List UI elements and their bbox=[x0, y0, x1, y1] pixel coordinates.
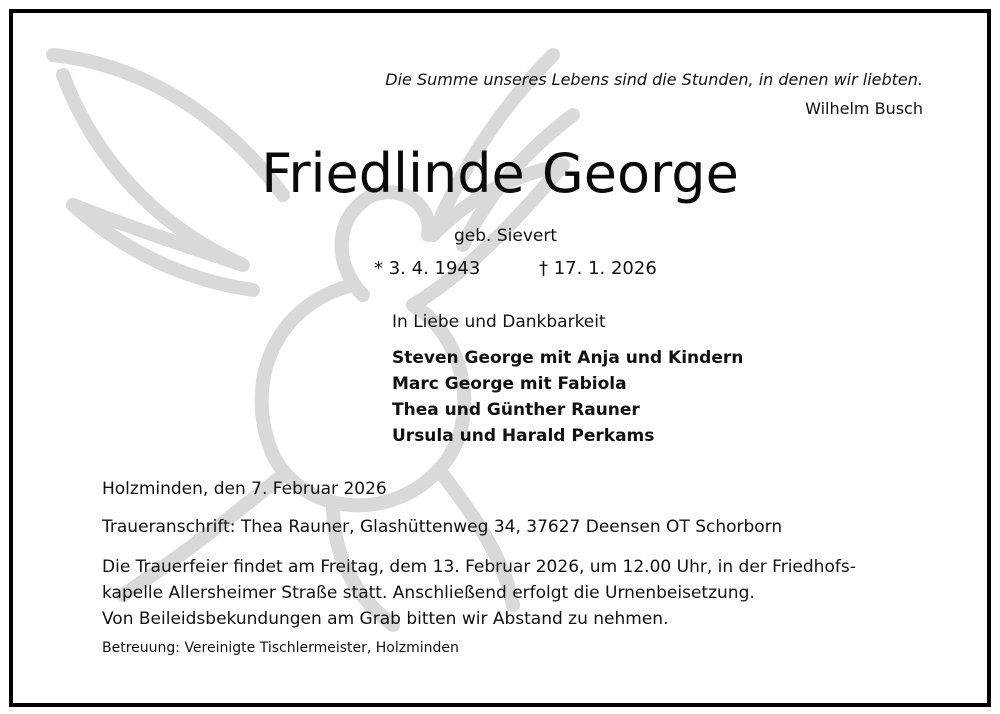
dove-icon bbox=[33, 35, 593, 635]
quote-author: Wilhelm Busch bbox=[805, 99, 923, 118]
mourner-name: Marc George mit Fabiola bbox=[392, 374, 627, 394]
mourner-name: Thea und Günther Rauner bbox=[392, 400, 640, 420]
mourning-address: Traueranschrift: Thea Rauner, Glashüttenweg 34, 37627 Deensen OT Schorborn bbox=[102, 517, 783, 537]
quote-text: Die Summe unseres Lebens sind die Stunden, in denen wir liebten. bbox=[385, 70, 923, 89]
mourners-list bbox=[392, 345, 743, 449]
birth-date: * 3. 4. 1943 bbox=[374, 258, 481, 279]
deceased-name: Friedlinde George bbox=[261, 142, 739, 205]
care-note: Betreuung: Vereinigte Tischlermeister, Holzminden bbox=[102, 640, 459, 656]
mourner-name: Steven George mit Anja und Kindern bbox=[392, 348, 744, 368]
service-details bbox=[102, 554, 856, 632]
service-line: Die Trauerfeier findet am Freitag, dem 13. Februar 2026, um 12.00 Uhr, in der Friedhofs- bbox=[102, 557, 856, 577]
mourner-name: Ursula und Harald Perkams bbox=[392, 426, 655, 446]
mourners-intro: In Liebe und Dankbarkeit bbox=[392, 312, 606, 332]
service-line: kapelle Allersheimer Straße statt. Anschließend erfolgt die Urnenbeisetzung. bbox=[102, 583, 755, 603]
death-date: † 17. 1. 2026 bbox=[539, 258, 657, 279]
place-date: Holzminden, den 7. Februar 2026 bbox=[102, 479, 387, 499]
obituary-frame bbox=[9, 9, 991, 707]
maiden-name: geb. Sievert bbox=[454, 226, 557, 246]
service-line: Von Beileidsbekundungen am Grab bitten wir Abstand zu nehmen. bbox=[102, 609, 669, 629]
